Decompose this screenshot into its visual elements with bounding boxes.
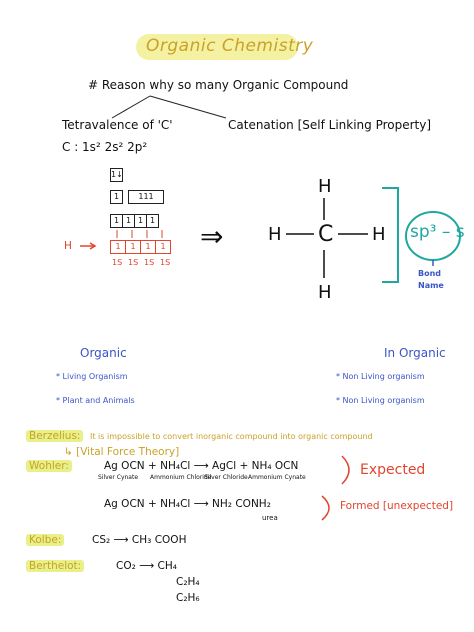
bond-name-label: Bond Name xyxy=(418,269,444,290)
orbital-cell: 1 xyxy=(111,215,123,227)
hybrid-cell: 1 xyxy=(141,241,156,253)
hybrid-cell: 1 xyxy=(160,242,166,251)
branch-line-right xyxy=(150,96,226,118)
inorganic-item-1: * Non Living organism xyxy=(336,372,425,381)
eq1-sub-1: Silver Cynate xyxy=(98,474,139,481)
s-label-4: 1S xyxy=(160,258,171,267)
teal-bracket xyxy=(382,188,398,282)
eq1-sub-3: Silver Chloride xyxy=(204,474,248,481)
kolbe-label: Kolbe: xyxy=(26,534,64,546)
atom-right-h: H xyxy=(372,224,386,245)
berthelot-product-2: C₂H₄ xyxy=(176,576,200,588)
orbital-cell: 1 xyxy=(135,215,147,227)
organic-item-1: * Living Organism xyxy=(56,372,128,381)
catenation-label: Catenation [Self Linking Property] xyxy=(228,118,432,132)
s-label-1: 1S xyxy=(112,258,123,267)
eq1-sub-2: Ammonium Chloride xyxy=(150,474,212,481)
berthelot-product-3: C₂H₆ xyxy=(176,592,200,604)
hydrogen-label: H xyxy=(64,240,72,252)
s-label-3: 1S xyxy=(144,258,155,267)
wohler-equation-1: Ag OCN + NH₄Cl ⟶ AgCl + NH₄ OCN xyxy=(104,460,299,472)
s-label-2: 1S xyxy=(128,258,139,267)
organic-item-2: * Plant and Animals xyxy=(56,396,135,405)
atom-center-c: C xyxy=(318,222,334,247)
formed-label: Formed [unexpected] xyxy=(340,500,454,512)
implies-arrow: ⇒ xyxy=(200,220,224,253)
inorganic-heading: In Organic xyxy=(384,346,446,360)
kolbe-equation: CS₂ ⟶ CH₃ COOH xyxy=(92,534,187,546)
reason-heading: # Reason why so many Organic Compound xyxy=(88,78,349,92)
berthelot-label: Berthelot: xyxy=(26,560,84,572)
eq1-sub-4: Ammonium Cynate xyxy=(248,474,306,481)
expected-bracket xyxy=(342,456,349,484)
orbital-cell: 1 xyxy=(149,216,156,225)
organic-heading: Organic xyxy=(80,346,127,360)
vital-force-theory: ↳ [Vital Force Theory] xyxy=(64,446,180,458)
hybrid-cell: 1 xyxy=(126,241,141,253)
tetravalence-label: Tetravalence of 'C' xyxy=(62,118,173,132)
berzelius-label: Berzelius: xyxy=(26,430,83,442)
orbital-cell: 111 xyxy=(138,192,154,201)
expected-label: Expected xyxy=(360,462,426,478)
electron-config: C : 1s² 2s² 2p² xyxy=(62,140,148,154)
orbital-cell: 1 xyxy=(123,215,135,227)
inorganic-item-2: * Non Living organism xyxy=(336,396,425,405)
page-title: Organic Chemistry xyxy=(146,36,314,56)
eq2-sub: urea xyxy=(262,514,278,522)
orbital-cell: 1 xyxy=(113,192,120,201)
orbital-cell: 1↓ xyxy=(111,170,123,179)
berzelius-text: It is impossible to convert inorganic compound into organic compound xyxy=(90,432,373,441)
atom-left-h: H xyxy=(268,224,282,245)
wohler-equation-2: Ag OCN + NH₄Cl ⟶ NH₂ CONH₂ xyxy=(104,498,271,510)
atom-top-h: H xyxy=(318,176,332,197)
atom-bottom-h: H xyxy=(318,282,332,303)
hybrid-cell: 1 xyxy=(111,241,126,253)
wohler-label: Wohler: xyxy=(26,460,72,472)
sp3s-label: sp³ – s xyxy=(410,222,465,242)
branch-line-left xyxy=(112,96,150,118)
formed-bracket xyxy=(322,496,329,520)
berthelot-equation: CO₂ ⟶ CH₄ xyxy=(116,560,177,572)
